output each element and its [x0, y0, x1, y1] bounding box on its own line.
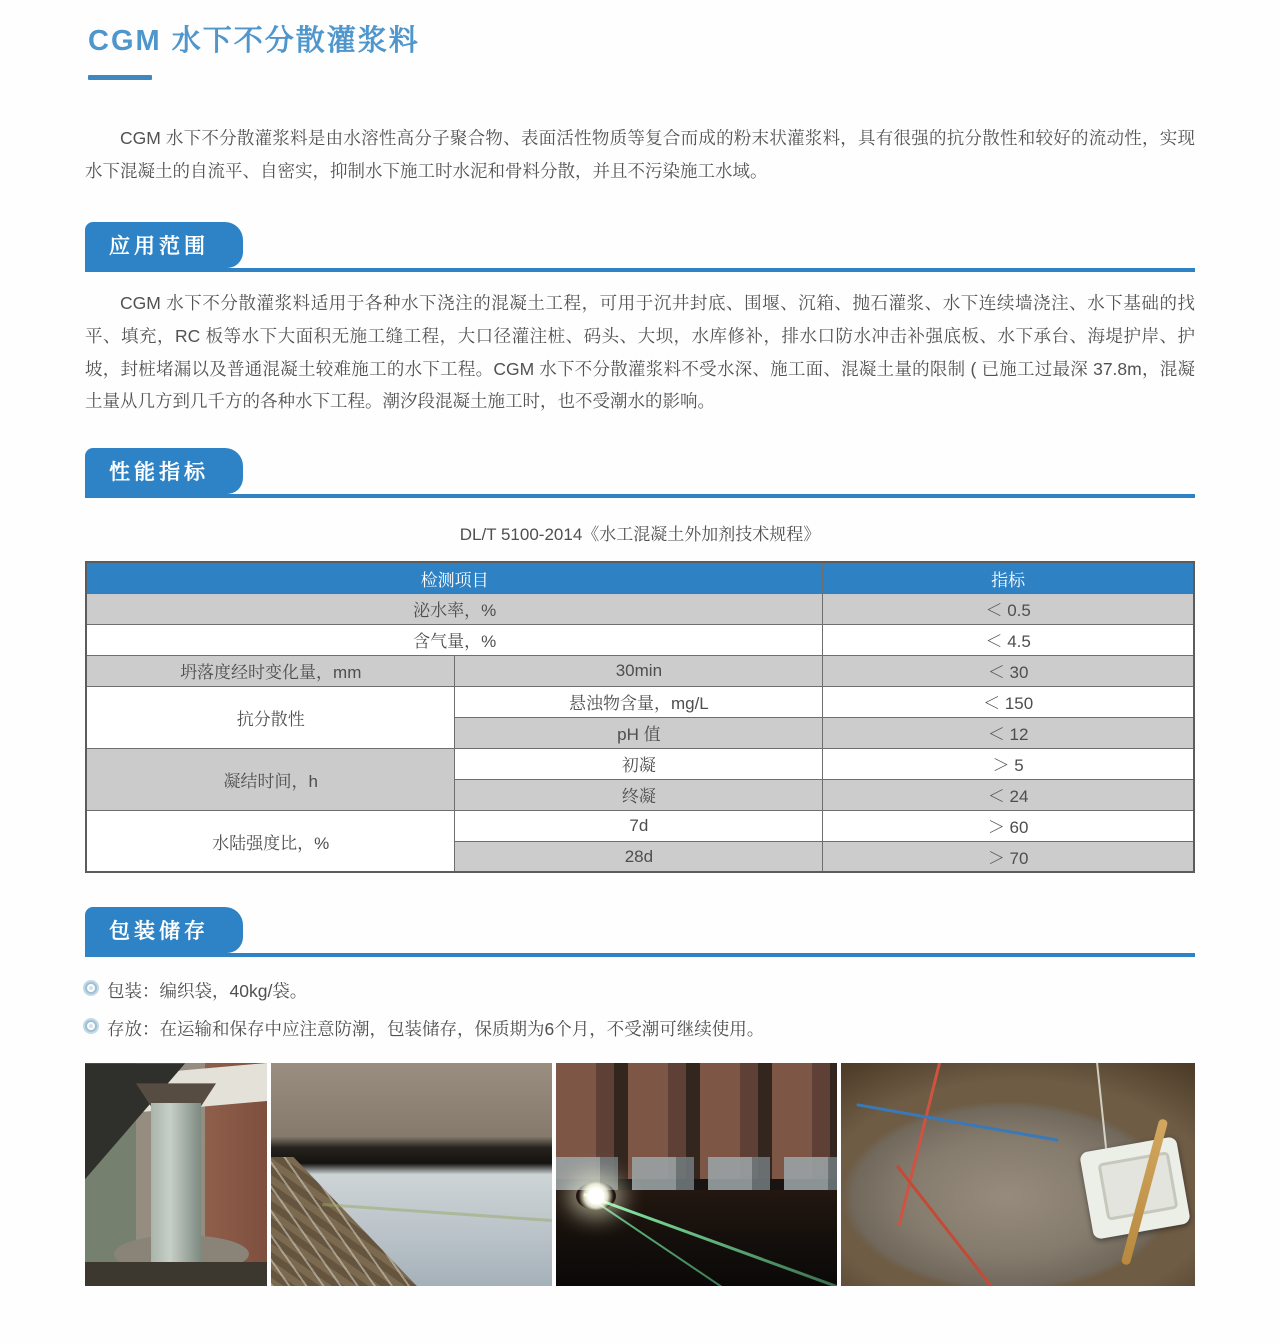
table-header-project: 检测项目: [86, 562, 823, 593]
table-cell: ＜ 30: [823, 655, 1194, 686]
section-header-application: [85, 222, 1195, 272]
photo-layer: [896, 1165, 1001, 1286]
ring-bullet-icon: [87, 984, 95, 992]
section-tab-performance: 性能指标: [85, 448, 243, 494]
table-cell: 抗分散性: [86, 686, 455, 748]
table-cell: 7d: [455, 810, 823, 841]
table-cell: ＜ 12: [823, 717, 1194, 748]
storage-item-text: 存放：在运输和保存中应注意防潮，包装储存，保质期为6个月，不受潮可继续使用。: [107, 1019, 765, 1040]
list-item: [85, 1015, 1195, 1043]
section-header-performance: [85, 448, 1195, 498]
pier-base-repair-photo: [271, 1063, 552, 1286]
ring-bullet-icon: [87, 1022, 95, 1030]
table-cell: ＞ 60: [823, 810, 1194, 841]
section-header-packaging: [85, 907, 1195, 957]
table-cell: ＜ 150: [823, 686, 1194, 717]
table-cell: ＜ 4.5: [823, 624, 1194, 655]
table-cell: pH 值: [455, 717, 823, 748]
section-tab-application: 应用范围: [85, 222, 243, 268]
page-title: CGM 水下不分散灌浆料: [88, 25, 420, 57]
list-item: [85, 977, 1195, 1005]
table-cell: 坍落度经时变化量，mm: [86, 655, 455, 686]
table-cell: 水陆强度比，%: [86, 810, 455, 872]
table-cell: 28d: [455, 841, 823, 872]
packaging-item-text: 包装：编织袋，40kg/袋。: [107, 981, 308, 1002]
table-cell: ＞ 70: [823, 841, 1194, 872]
application-paragraph: CGM 水下不分散灌浆料适用于各种水下浇注的混凝土工程，可用于沉井封底、围堰、沉箱、抛石灌浆、水下连续墙浇注、水下基础的找平、填充，RC 板等水下大面积无施工缝工程，大口径灌注桩、码头、大坝，水库修补，排水口防水冲击补强底板、水下承台、海堤护岸、护坡，封桩堵漏以及普通混凝土较难施工的水下工程。CGM 水下不分散灌浆料不受水深、施工面、混凝土量的限制 ( 已施工过最深 37.8m，混凝土量从几方到几千方的各种水下工程。潮汐段混凝土施工时，也不受潮水的影响。: [85, 292, 1195, 412]
bridge-pier-column-photo: [85, 1063, 267, 1286]
table-cell: ＞ 5: [823, 748, 1194, 779]
excavation-pit-photo: [841, 1063, 1195, 1286]
table-row: [86, 748, 1194, 779]
photo-layer: [85, 1262, 267, 1287]
photo-layer: [856, 1104, 1059, 1143]
section-tab-packaging: 包装储存: [85, 907, 243, 953]
table-row: [86, 655, 1194, 686]
project-photo-strip: [85, 1063, 1195, 1286]
photo-layer: [897, 1063, 943, 1226]
table-row: [86, 624, 1194, 655]
photo-layer: [271, 1063, 552, 1286]
table-cell: 悬浊物含量，mg/L: [455, 686, 823, 717]
table-cell: 30min: [455, 655, 823, 686]
photo-layer: [576, 1182, 616, 1210]
photo-layer: [151, 1103, 202, 1268]
table-row: [86, 810, 1194, 841]
table-cell: ＜ 0.5: [823, 593, 1194, 624]
table-cell: 含气量，%: [86, 624, 823, 655]
table-cell: ＜ 24: [823, 779, 1194, 810]
intro-paragraph: CGM 水下不分散灌浆料是由水溶性高分子聚合物、表面活性物质等复合而成的粉末状灌浆料，具有很强的抗分散性和较好的流动性，实现水下混凝土的自流平、自密实，抑制水下施工时水泥和骨料分散，并且不污染施工水域。: [85, 128, 1195, 181]
performance-table: [85, 561, 1195, 873]
night-piers-laser-photo: [556, 1063, 837, 1286]
table-cell: 泌水率，%: [86, 593, 823, 624]
packaging-list: [85, 977, 1195, 1043]
table-row: [86, 686, 1194, 717]
photo-layer: [322, 1202, 552, 1221]
table-cell: 初凝: [455, 748, 823, 779]
table-row: [86, 593, 1194, 624]
table-cell: 凝结时间，h: [86, 748, 455, 810]
table-header-row: [86, 562, 1194, 593]
standard-note: DL/T 5100-2014《水工混凝土外加剂技术规程》: [459, 525, 821, 545]
title-underline: [88, 75, 152, 80]
table-header-index: 指标: [823, 562, 1194, 593]
table-cell: 终凝: [455, 779, 823, 810]
